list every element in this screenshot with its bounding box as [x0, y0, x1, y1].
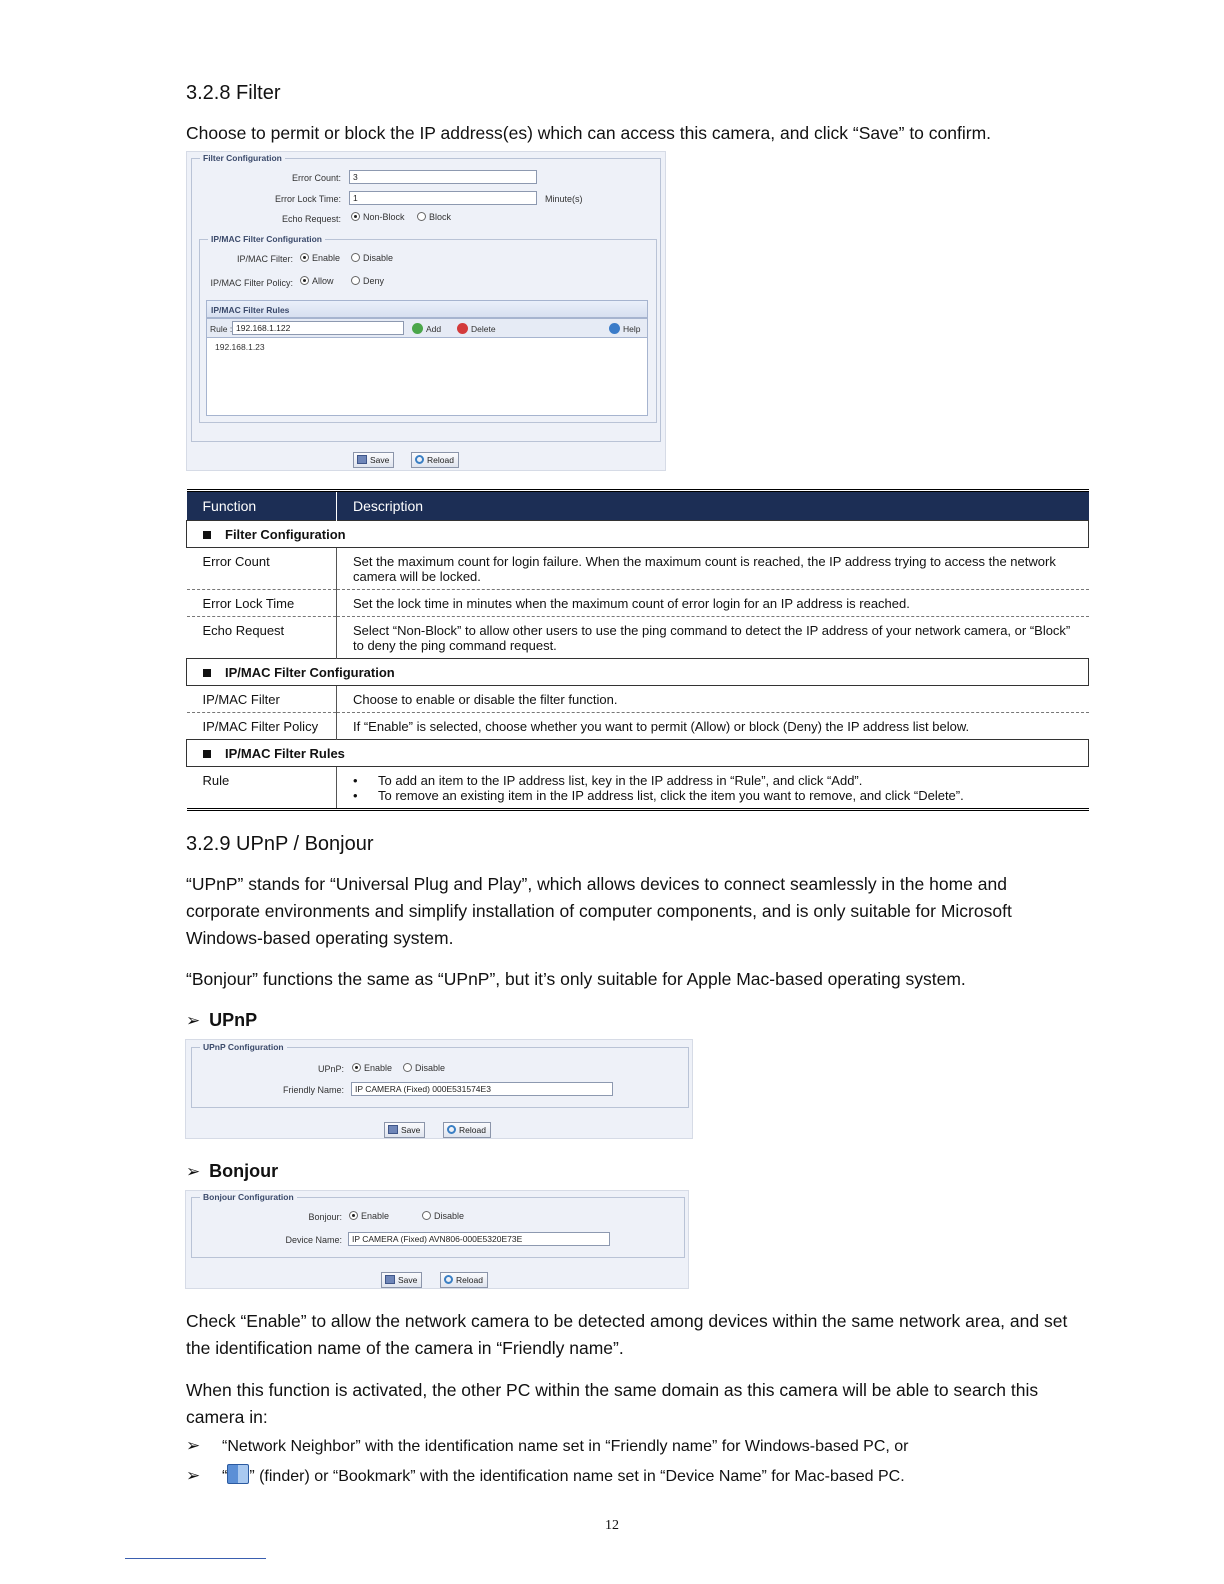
bonjour-config-legend: Bonjour Configuration: [200, 1192, 297, 1202]
rules-title: IP/MAC Filter Rules: [211, 305, 290, 315]
function-cell: Error Count: [187, 548, 337, 590]
bonjour-label: Bonjour:: [308, 1212, 342, 1222]
save-button-label: Save: [398, 1275, 418, 1285]
upnp-config-legend: UPnP Configuration: [200, 1042, 287, 1052]
reload-button[interactable]: [411, 452, 459, 468]
reload-button-label: Reload: [427, 455, 454, 465]
save-button[interactable]: [384, 1122, 425, 1138]
upnp-paragraph-3: Check “Enable” to allow the network camera to be detected among devices within the same network area, and set the identification name of the camera in “Friendly name”.: [186, 1311, 1068, 1358]
error-lock-time-label: Error Lock Time:: [274, 194, 341, 204]
reload-button-label: Reload: [459, 1125, 486, 1135]
col-function-header: Function: [187, 491, 337, 521]
bonjour-disable-label: Disable: [434, 1211, 465, 1221]
arrow-bullet-icon: ➢: [186, 1162, 201, 1181]
help-button[interactable]: [609, 323, 640, 334]
arrow-bullet-icon: ➢: [186, 1011, 201, 1030]
table-row: [187, 767, 1089, 810]
square-bullet-icon: [203, 531, 211, 539]
section-heading-filter: 3.2.8 Filter: [186, 82, 281, 104]
ipmac-disable-label: Disable: [363, 253, 394, 263]
bonjour-disable-radio[interactable]: [422, 1211, 464, 1221]
error-count-label: Error Count:: [291, 173, 341, 183]
finder-icon: [227, 1464, 249, 1484]
rules-toolbar: [206, 318, 648, 338]
reload-button-label: Reload: [456, 1275, 483, 1285]
col-description-header: Description: [337, 491, 1089, 521]
function-cell: IP/MAC Filter: [187, 686, 337, 713]
description-cell: Set the maximum count for login failure. When the maximum count is reached, the IP address trying to access the network camera will be locked.: [337, 548, 1089, 590]
ipmac-filter-label: IP/MAC Filter:: [236, 254, 293, 264]
upnp-config-screenshot: [185, 1039, 693, 1139]
radio-empty-icon: [351, 276, 360, 285]
upnp-disable-radio[interactable]: [403, 1063, 445, 1073]
upnp-subheading: ➢ UPnP: [186, 1010, 258, 1030]
upnp-paragraph-4: When this function is activated, the other PC within the same domain as this camera will be able to search this camera in:: [186, 1380, 1039, 1427]
function-cell: Echo Request: [187, 617, 337, 659]
radio-empty-icon: [417, 212, 426, 221]
filter-intro-text: Choose to permit or block the IP address(es) which can access this camera, and click “Save” to confirm.: [186, 123, 992, 143]
bonjour-enable-radio[interactable]: [349, 1211, 389, 1221]
error-count-input[interactable]: 3: [349, 170, 537, 184]
policy-deny-radio[interactable]: [351, 276, 384, 286]
arrow-bullet-icon: ➢: [186, 1436, 201, 1455]
section-label: [187, 521, 1089, 548]
radio-empty-icon: [351, 253, 360, 262]
add-icon: [412, 323, 423, 334]
table-row: [187, 548, 1089, 590]
device-name-label: Device Name:: [285, 1235, 342, 1245]
upnp-config-fieldset: [191, 1042, 689, 1108]
save-button[interactable]: [381, 1272, 422, 1288]
table-row: [187, 713, 1089, 740]
footnote-divider: [125, 1558, 266, 1559]
section-label: [187, 659, 1089, 686]
function-cell: IP/MAC Filter Policy: [187, 713, 337, 740]
description-cell: [337, 767, 1089, 810]
table-header-row: [187, 491, 1089, 521]
rules-title-bar: [206, 300, 648, 318]
rule-input[interactable]: 192.168.1.122: [232, 321, 404, 335]
add-button-label: Add: [426, 324, 442, 334]
help-button-label: Help: [623, 324, 641, 334]
function-cell: Error Lock Time: [187, 590, 337, 617]
echo-block-label: Block: [429, 212, 452, 222]
table-section-row: [187, 740, 1089, 767]
bonjour-config-screenshot: [185, 1190, 689, 1289]
square-bullet-icon: [203, 669, 211, 677]
table-section-row: [187, 659, 1089, 686]
ipmac-enable-radio[interactable]: [300, 253, 340, 263]
delete-button-label: Delete: [471, 324, 496, 334]
rule-label: Rule :: [210, 324, 233, 334]
save-button[interactable]: [353, 452, 394, 468]
table-row: [187, 686, 1089, 713]
radio-empty-icon: [403, 1063, 412, 1072]
device-name-input[interactable]: IP CAMERA (Fixed) AVN806-000E5320E73E: [348, 1232, 610, 1246]
policy-deny-label: Deny: [363, 276, 385, 286]
function-cell: Rule: [187, 767, 337, 810]
friendly-name-input[interactable]: IP CAMERA (Fixed) 000E531574E3: [351, 1082, 613, 1096]
echo-block-radio[interactable]: [417, 212, 451, 222]
description-cell: Set the lock time in minutes when the maximum count of error login for an IP address is reached.: [337, 590, 1089, 617]
arrow-bullet-icon: ➢: [186, 1466, 201, 1485]
reload-icon: [447, 1125, 456, 1134]
help-icon: [609, 323, 620, 334]
table-row: [187, 617, 1089, 659]
save-button-label: Save: [401, 1125, 421, 1135]
table-section-row: [187, 521, 1089, 548]
description-cell: Select “Non-Block” to allow other users to use the ping command to detect the IP address of your network camera, or “Block” to deny the ping command request.: [337, 617, 1089, 659]
description-cell: If “Enable” is selected, choose whether you want to permit (Allow) or block (Deny) the IP address list below.: [337, 713, 1089, 740]
radio-selected-icon: [300, 253, 309, 262]
list-item: ➢ “ ” (finder) or “Bookmark” with the identification name set in “Device Name” for Mac-based PC.: [186, 1466, 905, 1485]
upnp-label: UPnP:: [317, 1064, 344, 1074]
radio-selected-icon: [351, 212, 360, 221]
ipmac-config-legend: IP/MAC Filter Configuration: [208, 234, 325, 244]
filter-config-legend: Filter Configuration: [200, 153, 285, 163]
rule-list-item[interactable]: 192.168.1.23: [215, 342, 265, 352]
save-icon: [357, 455, 367, 464]
radio-empty-icon: [422, 1211, 431, 1220]
radio-selected-icon: [300, 276, 309, 285]
description-cell: Choose to enable or disable the filter function.: [337, 686, 1089, 713]
error-lock-time-input[interactable]: 1: [349, 191, 537, 205]
echo-nonblock-radio[interactable]: [351, 212, 405, 222]
section-title: Filter Configuration: [225, 527, 346, 542]
upnp-enable-label: Enable: [364, 1063, 393, 1073]
echo-nonblock-label: Non-Block: [363, 212, 405, 222]
policy-allow-radio[interactable]: [300, 276, 334, 286]
upnp-enable-radio[interactable]: [352, 1063, 392, 1073]
bonjour-subheading: ➢ Bonjour: [186, 1161, 279, 1181]
filter-config-screenshot: [186, 151, 666, 471]
minutes-unit-label: Minute(s): [545, 194, 583, 204]
upnp-paragraph-2: “Bonjour” functions the same as “UPnP”, but it’s only suitable for Apple Mac-based operating system.: [186, 969, 966, 989]
bonjour-enable-label: Enable: [361, 1211, 390, 1221]
section-heading-upnp: 3.2.9 UPnP / Bonjour: [186, 833, 374, 855]
radio-selected-icon: [352, 1063, 361, 1072]
function-table: [186, 489, 1089, 811]
save-icon: [385, 1275, 395, 1284]
radio-selected-icon: [349, 1211, 358, 1220]
ipmac-disable-radio[interactable]: [351, 253, 393, 263]
upnp-paragraph-1: “UPnP” stands for “Universal Plug and Play”, which allows devices to connect seamlessly in the home and corporate environments and simplify installation of computer components, and is only suitable for Microsoft Windows-based operating system.: [186, 874, 1012, 948]
table-row: [187, 590, 1089, 617]
bullet-item: • To remove an existing item in the IP address list, click the item you want to remove, and click “Delete”.: [353, 788, 964, 803]
echo-request-label: Echo Request:: [281, 214, 341, 224]
save-button-label: Save: [370, 455, 390, 465]
bullet-item: • To add an item to the IP address list, key in the IP address in “Rule”, and click “Add”.: [353, 773, 863, 788]
section-label: [187, 740, 1089, 767]
upnp-disable-label: Disable: [415, 1063, 446, 1073]
delete-icon: [457, 323, 468, 334]
delete-button[interactable]: [457, 323, 496, 334]
save-icon: [388, 1125, 398, 1134]
reload-icon: [444, 1275, 453, 1284]
square-bullet-icon: [203, 750, 211, 758]
ipmac-policy-label: IP/MAC Filter Policy:: [210, 278, 293, 288]
rules-list: [206, 338, 648, 416]
reload-icon: [415, 455, 424, 464]
friendly-name-label: Friendly Name:: [282, 1085, 344, 1095]
bonjour-config-fieldset: [191, 1192, 685, 1258]
add-button[interactable]: [412, 323, 441, 334]
policy-allow-label: Allow: [312, 276, 334, 286]
page-number: 12: [605, 1518, 619, 1533]
reload-button[interactable]: [440, 1272, 488, 1288]
section-title: IP/MAC Filter Configuration: [225, 665, 395, 680]
list-item: ➢ “Network Neighbor” with the identification name set in “Friendly name” for Windows-based PC, or: [186, 1436, 909, 1455]
reload-button[interactable]: [443, 1122, 491, 1138]
ipmac-enable-label: Enable: [312, 253, 341, 263]
section-title: IP/MAC Filter Rules: [225, 746, 345, 761]
